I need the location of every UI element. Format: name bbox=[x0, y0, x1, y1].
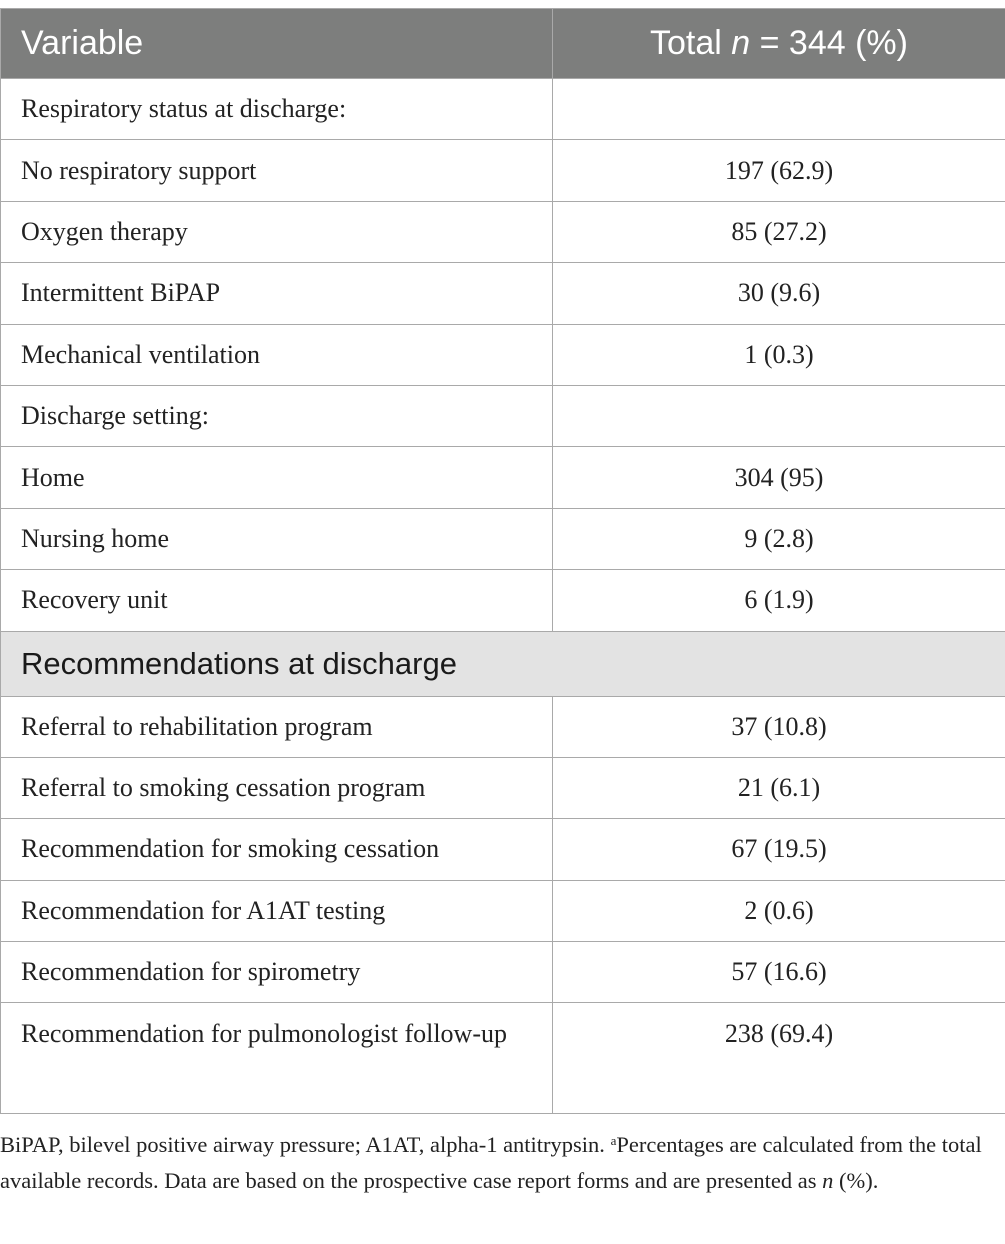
row-value: 67 (19.5) bbox=[553, 819, 1005, 880]
footnote-n: n bbox=[822, 1168, 834, 1193]
table-row bbox=[1, 447, 1005, 508]
row-value: 30 (9.6) bbox=[553, 263, 1005, 324]
discharge-table bbox=[0, 8, 1005, 1114]
table-footnote bbox=[0, 1127, 1000, 1199]
row-label: Oxygen therapy bbox=[1, 201, 553, 262]
footnote-description: Percentages are calculated from the total available records. Data are based on the prospective case report forms and are presented as bbox=[0, 1132, 982, 1193]
row-value bbox=[553, 385, 1005, 446]
table-row bbox=[1, 757, 1005, 818]
table-row bbox=[1, 324, 1005, 385]
row-value: 37 (10.8) bbox=[553, 696, 1005, 757]
row-value: 2 (0.6) bbox=[553, 880, 1005, 941]
footnote-end: (%). bbox=[833, 1168, 879, 1193]
row-value: 304 (95) bbox=[553, 447, 1005, 508]
header-total-suffix: = 344 (%) bbox=[750, 24, 908, 62]
row-value: 1 (0.3) bbox=[553, 324, 1005, 385]
table-row bbox=[1, 263, 1005, 324]
table-row bbox=[1, 79, 1005, 140]
row-value: 9 (2.8) bbox=[553, 508, 1005, 569]
header-total-n: n bbox=[731, 24, 751, 62]
row-label: Referral to smoking cessation program bbox=[1, 757, 553, 818]
table-body bbox=[1, 79, 1005, 1114]
row-label: Recommendation for spirometry bbox=[1, 942, 553, 1003]
table-row bbox=[1, 942, 1005, 1003]
row-label: Home bbox=[1, 447, 553, 508]
table-row bbox=[1, 570, 1005, 631]
row-value: 6 (1.9) bbox=[553, 570, 1005, 631]
table-row bbox=[1, 201, 1005, 262]
row-label: No respiratory support bbox=[1, 140, 553, 201]
header-variable: Variable bbox=[1, 9, 553, 79]
table-row bbox=[1, 1003, 1005, 1114]
row-value bbox=[553, 79, 1005, 140]
table-row bbox=[1, 696, 1005, 757]
header-row bbox=[1, 9, 1005, 79]
table-row bbox=[1, 385, 1005, 446]
row-label: Recommendation for A1AT testing bbox=[1, 880, 553, 941]
row-value: 85 (27.2) bbox=[553, 201, 1005, 262]
row-label: Recommendation for smoking cessation bbox=[1, 819, 553, 880]
table-row bbox=[1, 140, 1005, 201]
row-label: Discharge setting: bbox=[1, 385, 553, 446]
row-label: Mechanical ventilation bbox=[1, 324, 553, 385]
header-total-prefix: Total bbox=[650, 24, 732, 62]
table-row bbox=[1, 880, 1005, 941]
row-value: 197 (62.9) bbox=[553, 140, 1005, 201]
footnote-marker: a bbox=[610, 1133, 617, 1148]
row-label: Nursing home bbox=[1, 508, 553, 569]
table-row bbox=[1, 819, 1005, 880]
footnote-abbreviations: BiPAP, bilevel positive airway pressure; A1AT, alpha-1 antitrypsin. bbox=[0, 1132, 611, 1157]
table-row bbox=[1, 508, 1005, 569]
row-value: 57 (16.6) bbox=[553, 942, 1005, 1003]
section-heading-row bbox=[1, 631, 1005, 696]
table-header bbox=[1, 9, 1005, 79]
header-total bbox=[553, 9, 1005, 79]
row-value: 238 (69.4) bbox=[553, 1003, 1005, 1114]
row-label: Recommendation for pulmonologist follow-up bbox=[1, 1003, 553, 1114]
section-heading: Recommendations at discharge bbox=[1, 631, 1005, 696]
row-label: Recovery unit bbox=[1, 570, 553, 631]
row-label: Referral to rehabilitation program bbox=[1, 696, 553, 757]
row-value: 21 (6.1) bbox=[553, 757, 1005, 818]
row-label: Intermittent BiPAP bbox=[1, 263, 553, 324]
row-label: Respiratory status at discharge: bbox=[1, 79, 553, 140]
